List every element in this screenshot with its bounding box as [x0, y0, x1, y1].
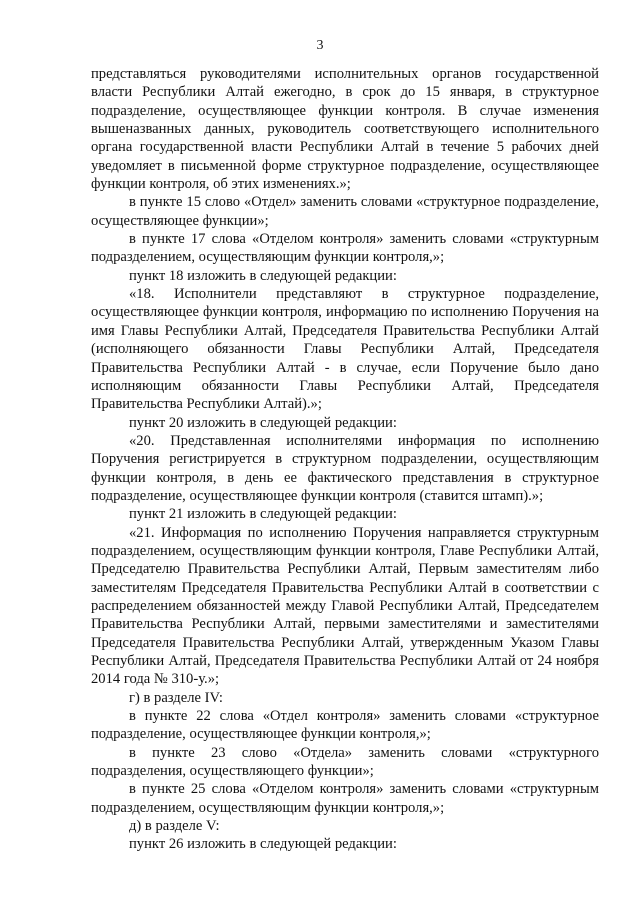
- paragraph-item-15: в пункте 15 слово «Отдел» заменить словами «структурное подразделение, осуществляющее функции»;: [91, 194, 599, 229]
- paragraph-item-21-text: «21. Информация по исполнению Поручения направляется структурным подразделением, осуществляющим функции контроля, Главе Республики Алтай, Председателю Правительства Республики Алтай, Первым заместителям либо заместителям Председателя Правительства Республики Алтай в соответствии с распределением обязанностей между Главой Республики Алтай, Председателем Правительства Республики Алтай, первыми заместителями и заместителями Председателя Правительства Республики Алтай, утвержденным Указом Главы Республики Алтай, Председателя Правительства Республики Алтай от 24 ноября 2014 года № 310-у.»;: [91, 524, 599, 688]
- paragraph-item-21-heading: пункт 21 изложить в следующей редакции:: [129, 506, 397, 523]
- document-body: [91, 65, 599, 854]
- paragraph-item-18-text: «18. Исполнители представляют в структурное подразделение, осуществляющее функции контроля, информацию по исполнению Поручения на имя Главы Республики Алтай, Председателя Правительства Республики Алтай (исполняющего обязанности Главы Республики Алтай, Председателя Правительства Республики Алтай - в случае, если Поручение было дано исполняющим обязанности Главы Республики Алтай, Председателя Правительства Республики Алтай).»;: [91, 286, 599, 413]
- paragraph-item-22: в пункте 22 слова «Отдел контроля» заменить словами «структурное подразделение, осуществляющее функции контроля,»;: [91, 708, 599, 743]
- paragraph-item-25: в пункте 25 слова «Отделом контроля» заменить словами «структурным подразделением, осуществляющим функции контроля,»;: [91, 781, 599, 816]
- paragraph-item-20-heading: пункт 20 изложить в следующей редакции:: [129, 414, 397, 431]
- paragraph-item-17: в пункте 17 слова «Отделом контроля» заменить словами «структурным подразделением, осуществляющим функции контроля,»;: [91, 231, 599, 266]
- paragraph-item-23: в пункте 23 слово «Отдела» заменить словами «структурного подразделения, осуществляющего функции»;: [91, 744, 599, 780]
- paragraph-section-v: д) в разделе V:: [129, 818, 220, 835]
- paragraph-continuation: представляться руководителями исполнительных органов государственной власти Республики Алтай ежегодно, в срок до 15 января, в структурное подразделение, осуществляющее функции контроля. В случае изменения вышеназванных данных, руководитель соответствующего исполнительного органа государственной власти Республики Алтай в течение 5 рабочих дней уведомляет в письменной форме структурное подразделение, осуществляющее функции контроля, об этих изменениях.»;: [91, 66, 599, 193]
- paragraph-item-20-text: «20. Представленная исполнителями информация по исполнению Поручения регистрируется в структурном подразделении, осуществляющим функции контроля, в день ее фактического представления в структурное подразделение, осуществляющее функции контроля (ставится штамп).»;: [91, 432, 599, 504]
- paragraph-item-26-heading: пункт 26 изложить в следующей редакции:: [129, 836, 397, 853]
- page-number: 3: [316, 38, 324, 53]
- paragraph-item-18-heading: пункт 18 изложить в следующей редакции:: [129, 267, 397, 284]
- paragraph-section-iv: г) в разделе IV:: [129, 689, 223, 706]
